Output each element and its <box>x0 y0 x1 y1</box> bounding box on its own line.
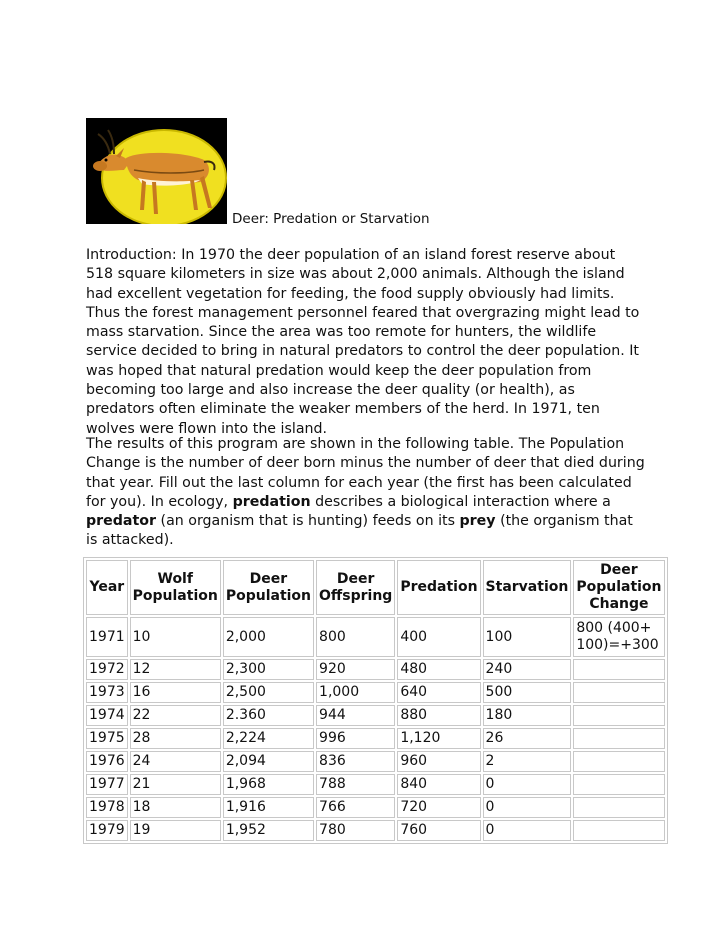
cell-starvation: 240 <box>483 659 572 680</box>
cell-change[interactable] <box>573 820 664 841</box>
cell-change: 800 (400+ 100)=+300 <box>573 617 664 657</box>
header-wolf-population: Wolf Population <box>130 560 221 615</box>
cell-deer: 2,500 <box>223 682 314 703</box>
table-row <box>86 728 665 749</box>
results-text-4: (the organism that is attacked). <box>86 513 633 549</box>
cell-wolf: 18 <box>130 797 221 818</box>
cell-predation: 1,120 <box>397 728 480 749</box>
table-row <box>86 774 665 795</box>
cell-change[interactable] <box>573 797 664 818</box>
cell-predation: 760 <box>397 820 480 841</box>
table-row <box>86 820 665 841</box>
cell-deer: 2.360 <box>223 705 314 726</box>
term-predator: predator <box>86 513 157 530</box>
cell-wolf: 10 <box>130 617 221 657</box>
cell-deer: 2,094 <box>223 751 314 772</box>
cell-wolf: 28 <box>130 728 221 749</box>
cell-offspring: 766 <box>316 797 395 818</box>
cell-starvation: 180 <box>483 705 572 726</box>
table-row <box>86 705 665 726</box>
table-row <box>86 682 665 703</box>
cell-year: 1976 <box>86 751 128 772</box>
header-deer-population: Deer Population <box>223 560 314 615</box>
cell-predation: 480 <box>397 659 480 680</box>
cell-wolf: 19 <box>130 820 221 841</box>
cell-offspring: 1,000 <box>316 682 395 703</box>
cell-predation: 400 <box>397 617 480 657</box>
intro-paragraph: Introduction: In 1970 the deer population of an island forest reserve about 518 square kilometers in size was about 2,000 animals. Although the island had excellent vegetation for feeding, the food supply obviously had limits. Thus the forest management personnel feared that overgrazing might lead to mass starvation. Since the area was too remote for hunters, the wildlife service decided to bring in natural predators to control the deer population. It was hoped that natural predation would keep the deer population from becoming too large and also increase the deer quality (or health), as predators often eliminate the weaker members of the herd. In 1971, ten wolves were flown into the island. <box>86 247 640 437</box>
results-text-1: The results of this program are shown in the following table. The Population Change is the number of deer born minus the number of deer that died during that year. Fill out the last column for each year (the first has been calculated for you). In ecology, <box>86 436 645 510</box>
cell-change[interactable] <box>573 705 664 726</box>
cell-starvation: 0 <box>483 774 572 795</box>
cell-starvation: 0 <box>483 820 572 841</box>
header-deer-offspring: Deer Offspring <box>316 560 395 615</box>
cell-offspring: 996 <box>316 728 395 749</box>
cell-predation: 880 <box>397 705 480 726</box>
results-text-3: (an organism that is hunting) feeds on its <box>156 513 460 530</box>
cell-wolf: 16 <box>130 682 221 703</box>
page-title: Deer: Predation or Starvation <box>232 211 430 227</box>
deer-illustration <box>86 118 227 224</box>
table-row <box>86 751 665 772</box>
cell-change[interactable] <box>573 728 664 749</box>
header-population-change: Deer Population Change <box>573 560 664 615</box>
cell-wolf: 22 <box>130 705 221 726</box>
cell-offspring: 788 <box>316 774 395 795</box>
cell-offspring: 920 <box>316 659 395 680</box>
cell-year: 1979 <box>86 820 128 841</box>
header-predation: Predation <box>397 560 480 615</box>
cell-starvation: 0 <box>483 797 572 818</box>
cell-year: 1971 <box>86 617 128 657</box>
cell-offspring: 780 <box>316 820 395 841</box>
cell-starvation: 26 <box>483 728 572 749</box>
term-predation: predation <box>232 493 311 510</box>
cell-wolf: 12 <box>130 659 221 680</box>
cell-year: 1977 <box>86 774 128 795</box>
cell-year: 1975 <box>86 728 128 749</box>
cell-change[interactable] <box>573 682 664 703</box>
table-header-row <box>86 560 665 615</box>
cell-wolf: 24 <box>130 751 221 772</box>
cell-deer: 1,952 <box>223 820 314 841</box>
cell-predation: 640 <box>397 682 480 703</box>
cell-change[interactable] <box>573 774 664 795</box>
cell-deer: 1,968 <box>223 774 314 795</box>
cell-starvation: 500 <box>483 682 572 703</box>
results-paragraph <box>86 435 646 551</box>
cell-year: 1974 <box>86 705 128 726</box>
cell-change[interactable] <box>573 751 664 772</box>
cell-offspring: 800 <box>316 617 395 657</box>
cell-predation: 720 <box>397 797 480 818</box>
cell-year: 1973 <box>86 682 128 703</box>
results-text-2: describes a biological interaction where a <box>310 493 611 510</box>
header-year: Year <box>86 560 128 615</box>
cell-wolf: 21 <box>130 774 221 795</box>
cell-predation: 960 <box>397 751 480 772</box>
table-row <box>86 659 665 680</box>
header-starvation: Starvation <box>483 560 572 615</box>
term-prey: prey <box>459 513 496 530</box>
cell-deer: 2,000 <box>223 617 314 657</box>
cell-starvation: 100 <box>483 617 572 657</box>
cell-deer: 2,224 <box>223 728 314 749</box>
cell-starvation: 2 <box>483 751 572 772</box>
cell-offspring: 836 <box>316 751 395 772</box>
table-row <box>86 797 665 818</box>
cell-predation: 840 <box>397 774 480 795</box>
cell-deer: 2,300 <box>223 659 314 680</box>
cell-year: 1972 <box>86 659 128 680</box>
table-row <box>86 617 665 657</box>
deer-population-table <box>83 557 668 844</box>
cell-change[interactable] <box>573 659 664 680</box>
cell-year: 1978 <box>86 797 128 818</box>
cell-deer: 1,916 <box>223 797 314 818</box>
cell-offspring: 944 <box>316 705 395 726</box>
